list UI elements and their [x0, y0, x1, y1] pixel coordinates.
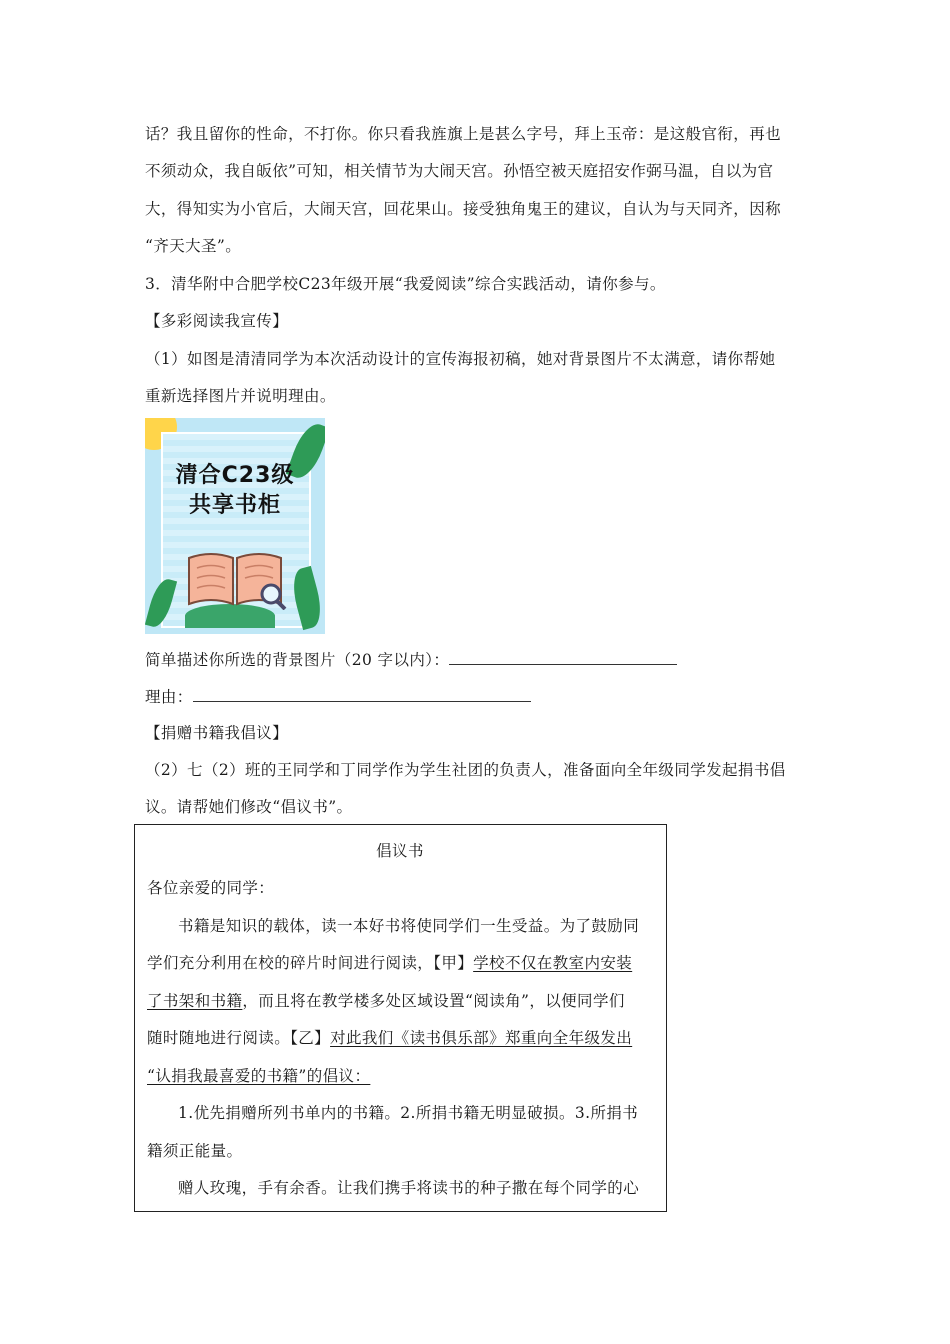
proposal-text-line	[147, 991, 625, 1011]
section-title-promotion: 【多彩阅读我宣传】	[145, 312, 289, 330]
proposal-text-line: 籍须正能量。	[147, 1142, 243, 1160]
underlined-sentence-jia: 学校不仅在教室内安装	[473, 954, 633, 972]
underlined-sentence-yi: “认捐我最喜爱的书籍”的倡议：	[147, 1067, 371, 1085]
proposal-text-line	[147, 953, 632, 973]
question-3-stem: 3．清华附中合肥学校C23年级开展“我爱阅读”综合实践活动，请你参与。	[145, 275, 666, 293]
open-book-icon	[183, 548, 287, 610]
proposal-text-line: 1.优先捐赠所列书单内的书籍。2.所捐书籍无明显破损。3.所捐书	[178, 1104, 639, 1122]
proposal-text: 学们充分利用在校的碎片时间进行阅读，【甲】	[147, 954, 474, 972]
reason-label: 理由：	[145, 688, 193, 706]
proposal-text-line	[147, 1028, 632, 1048]
underlined-sentence-jia: 了书架和书籍	[147, 992, 243, 1010]
proposal-text: ，而且将在教学楼多处区域设置“阅读角”，以便同学们	[242, 992, 625, 1010]
question-1-text: 重新选择图片并说明理由。	[145, 387, 336, 405]
proposal-letter-box	[134, 824, 667, 1212]
poster-title-line-1: 清合C23级	[175, 463, 295, 488]
text-line: 话？我且留你的性命，不打你。你只看我旌旗上是甚么字号，拜上玉帝：是这般官衔，再也	[145, 125, 782, 143]
proposal-text-line: 赠人玫瑰，手有余香。让我们携手将读书的种子撒在每个同学的心	[178, 1179, 640, 1197]
poster-title-line-2: 共享书柜	[188, 493, 281, 518]
question-2-text: （2）七（2）班的王同学和丁同学作为学生社团的负责人，准备面向全年级同学发起捐书倡	[145, 761, 786, 779]
proposal-text-line	[147, 1066, 370, 1086]
text-line: “齐天大圣”。	[145, 237, 242, 255]
proposal-text: 随时随地进行阅读。【乙】	[147, 1029, 331, 1047]
proposal-text-line: 书籍是知识的载体，读一本好书将使同学们一生受益。为了鼓励同	[178, 917, 640, 935]
question-1-text: （1）如图是清清同学为本次活动设计的宣传海报初稿，她对背景图片不太满意，请你帮她	[145, 350, 776, 368]
proposal-title: 倡议书	[376, 842, 424, 860]
reason-prompt	[145, 685, 531, 707]
text-line: 大，得知实为小官后，大闹天宫，回花果山。接受独角鬼王的建议，自认为与天同齐，因称	[145, 200, 782, 218]
description-label: 简单描述你所选的背景图片（20 字以内）：	[145, 651, 450, 669]
background-description-prompt	[145, 648, 677, 670]
poster-image	[145, 418, 325, 634]
underlined-sentence-yi: 对此我们《读书俱乐部》郑重向全年级发出	[330, 1029, 633, 1047]
proposal-greeting: 各位亲爱的同学：	[147, 879, 275, 897]
question-2-text: 议。请帮她们修改“倡议书”。	[145, 798, 353, 816]
reason-answer-blank[interactable]	[193, 685, 531, 702]
text-line: 不须动众，我自皈依”可知，相关情节为大闹天宫。孙悟空被天庭招安作弼马温，自以为官	[145, 162, 774, 180]
section-title-donation: 【捐赠书籍我倡议】	[145, 724, 289, 742]
description-answer-blank[interactable]	[449, 648, 677, 665]
